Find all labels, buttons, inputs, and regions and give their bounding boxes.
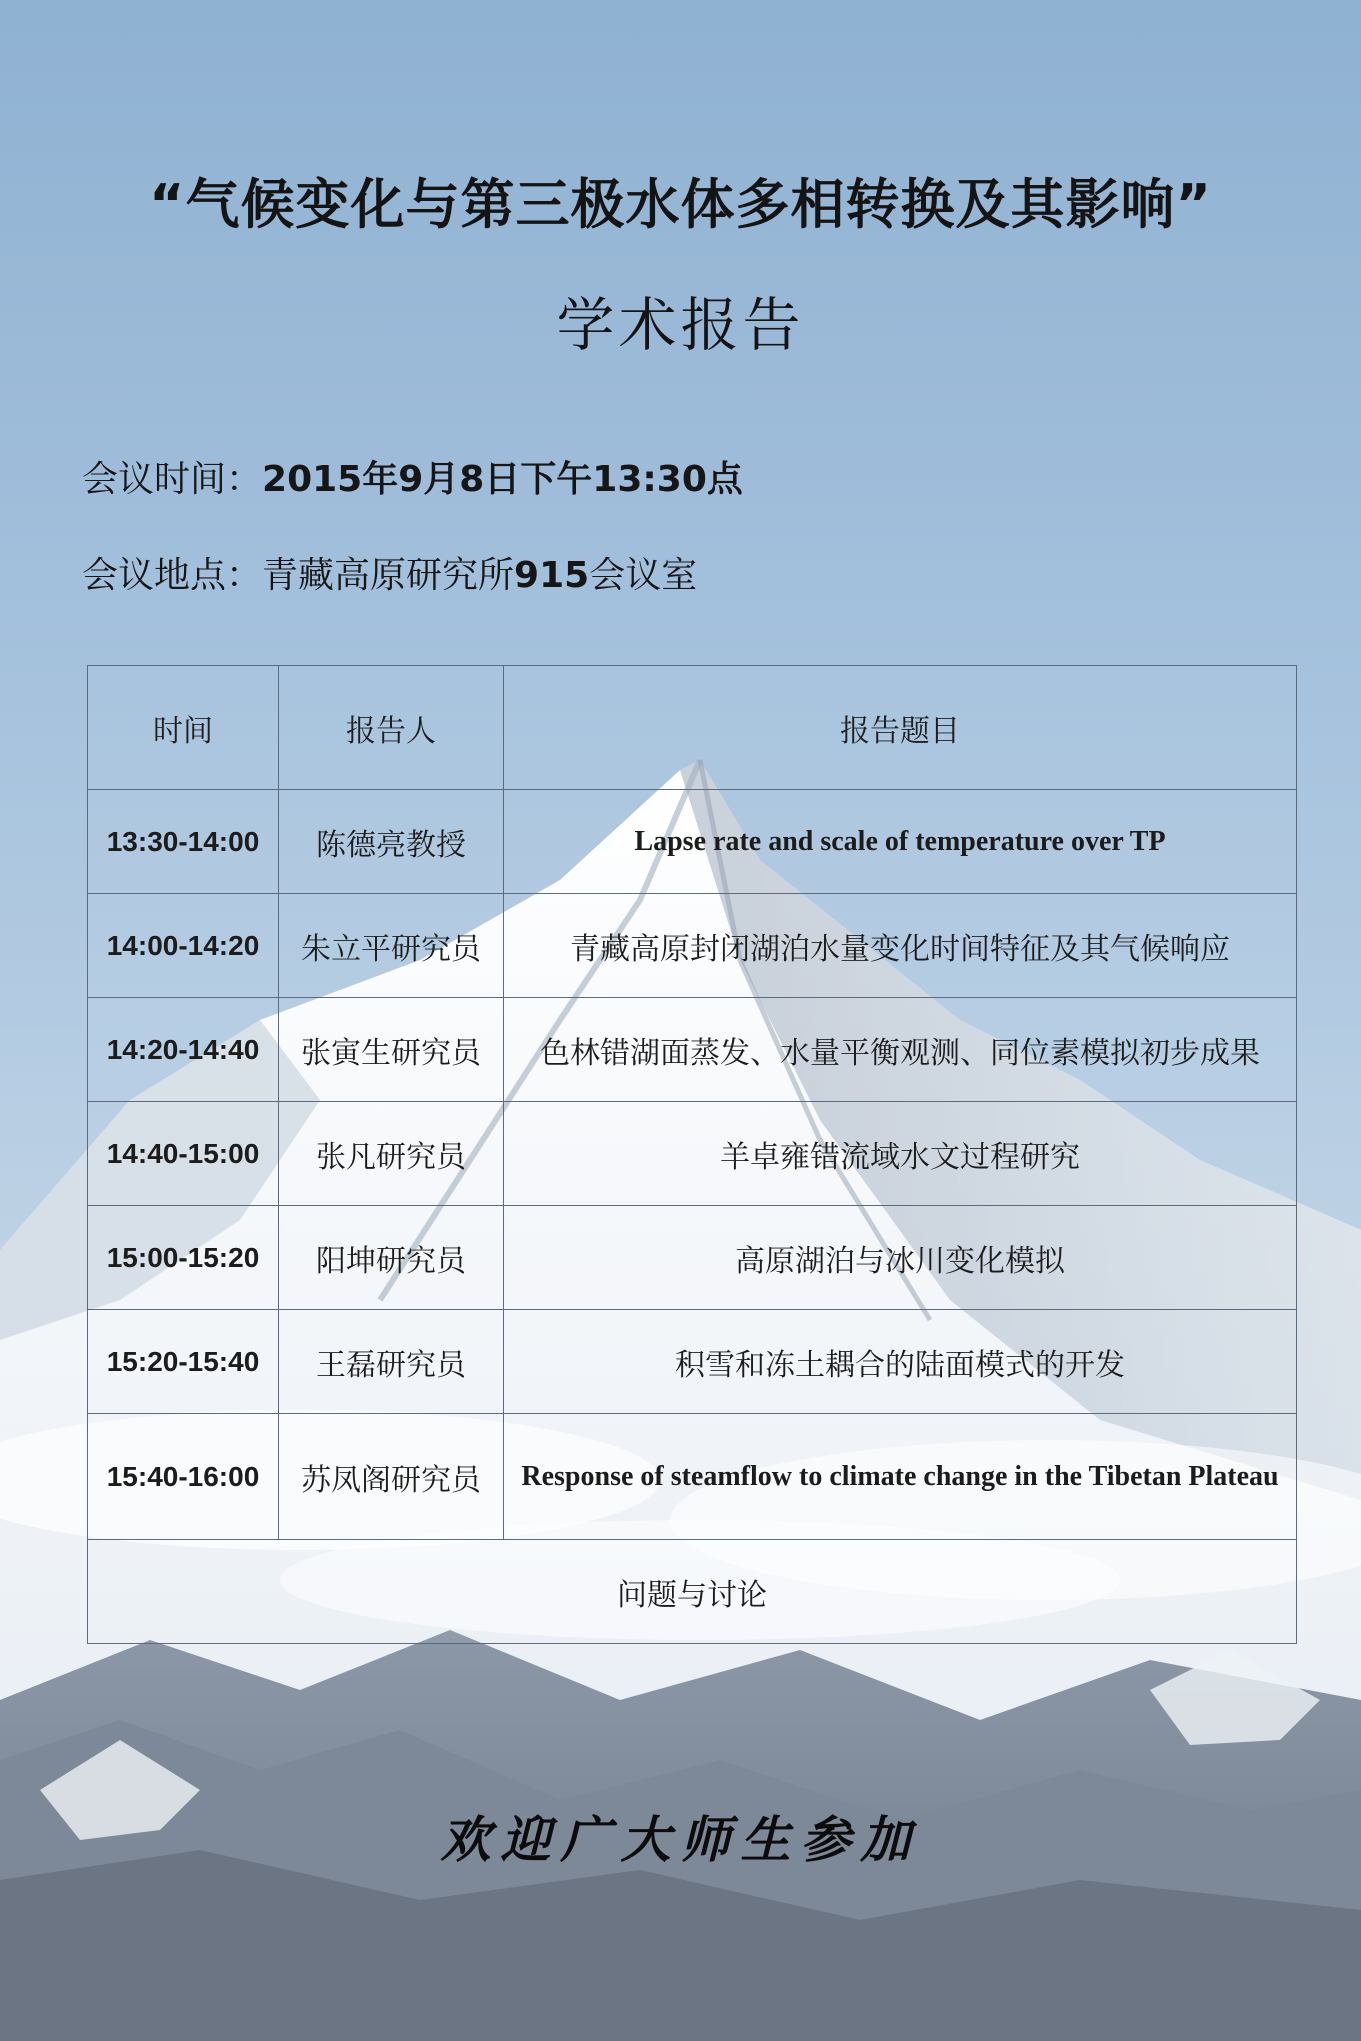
header-topic: 报告题目 — [504, 666, 1297, 790]
header-speaker: 报告人 — [279, 666, 504, 790]
row-time: 15:20-15:40 — [88, 1310, 279, 1414]
meeting-place-label: 会议地点： — [82, 555, 263, 596]
row-speaker: 阳坤研究员 — [279, 1206, 504, 1310]
table-row — [88, 1310, 1297, 1414]
row-speaker: 陈德亮教授 — [279, 790, 504, 894]
schedule-table — [87, 665, 1297, 1644]
closing-invitation: 欢迎广大师生参加 — [440, 1811, 921, 1869]
row-topic: 高原湖泊与冰川变化模拟 — [504, 1206, 1297, 1310]
row-time: 14:00-14:20 — [88, 894, 279, 998]
table-row — [88, 790, 1297, 894]
row-speaker: 苏凤阁研究员 — [279, 1414, 504, 1540]
row-topic: 积雪和冻土耦合的陆面模式的开发 — [504, 1310, 1297, 1414]
row-topic: Lapse rate and scale of temperature over TP — [504, 790, 1297, 894]
row-time: 13:30-14:00 — [88, 790, 279, 894]
meeting-place-room-number: 915 — [514, 555, 590, 596]
table-row — [88, 1102, 1297, 1206]
row-time: 15:00-15:20 — [88, 1206, 279, 1310]
table-row — [88, 894, 1297, 998]
discussion-cell: 问题与讨论 — [88, 1540, 1297, 1644]
table-row — [88, 998, 1297, 1102]
row-speaker: 王磊研究员 — [279, 1310, 504, 1414]
schedule-header-row — [88, 666, 1297, 790]
row-topic: Response of steamflow to climate change in the Tibetan Plateau — [504, 1414, 1297, 1540]
row-topic: 青藏高原封闭湖泊水量变化时间特征及其气候响应 — [504, 894, 1297, 998]
meeting-time-label: 会议时间： — [82, 459, 263, 500]
meeting-time-value: 2015年9月8日下午13:30点 — [262, 459, 743, 500]
poster-subtitle: 学术报告 — [556, 291, 805, 359]
row-topic: 羊卓雍错流域水文过程研究 — [504, 1102, 1297, 1206]
meeting-time — [82, 451, 743, 502]
header-time: 时间 — [88, 666, 279, 790]
row-time: 14:40-15:00 — [88, 1102, 279, 1206]
meeting-place-prefix: 青藏高原研究所 — [262, 555, 515, 596]
meeting-place-suffix: 会议室 — [589, 555, 698, 596]
row-topic: 色林错湖面蒸发、水量平衡观测、同位素模拟初步成果 — [504, 998, 1297, 1102]
table-row — [88, 1206, 1297, 1310]
meeting-place — [82, 547, 697, 598]
row-speaker: 张寅生研究员 — [279, 998, 504, 1102]
row-time: 15:40-16:00 — [88, 1414, 279, 1540]
table-row — [88, 1414, 1297, 1540]
discussion-row — [88, 1540, 1297, 1644]
poster-title: “气候变化与第三极水体多相转换及其影响” — [149, 173, 1212, 236]
row-speaker: 朱立平研究员 — [279, 894, 504, 998]
row-speaker: 张凡研究员 — [279, 1102, 504, 1206]
row-time: 14:20-14:40 — [88, 998, 279, 1102]
